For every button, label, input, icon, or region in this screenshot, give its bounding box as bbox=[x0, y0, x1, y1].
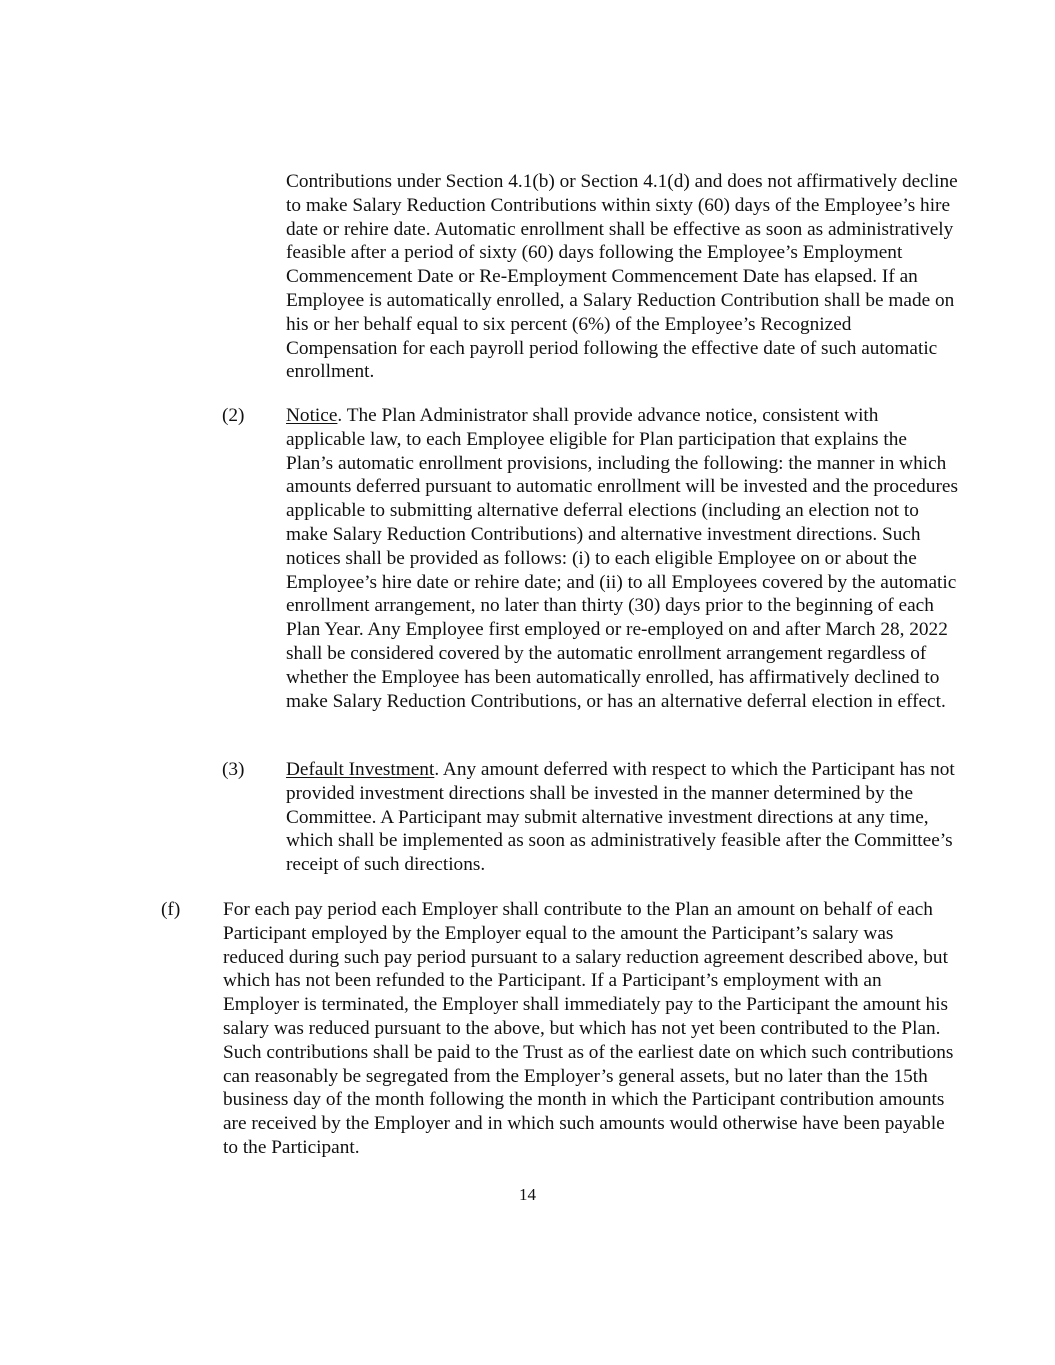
item-2-text: . The Plan Administrator shall provide advance notice, consistent with applicable law, to each Employee eligible for Plan participation that explains the Plan’s automatic enrollment provisions, including the following: the manner in which amounts deferred pursuant to automatic enrollment will be invested and the procedures applicable to submitting alternative deferral elections (including an election not to make Salary Reduction Contributions) and alternative investment directions. Such notices shall be provided as follows: (i) to each eligible Employee on or about the Employee’s hire date or rehire date; and (ii) to all Employees covered by the automatic enrollment arrangement, no later than thirty (30) days prior to the beginning of each Plan Year. Any Employee first employed or re-employed on and after March 28, 2022 shall be considered covered by the automatic enrollment arrangement regardless of whether the Employee has been automatically enrolled, has affirmatively declined to make Salary Reduction Contributions, or has an alternative deferral election in effect. bbox=[286, 405, 958, 712]
intro-paragraph: Contributions under Section 4.1(b) or Section 4.1(d) and does not affirmatively decline to make Salary Reduction Contributions within sixty (60) days of the Employee’s hire date or rehire date. Automatic enrollment shall be effective as soon as administratively feasible after a period of sixty (60) days following the Employee’s Employment Commencement Date or Re-Employment Commencement Date has elapsed. If an Employee is automatically enrolled, a Salary Reduction Contribution shall be made on his or her behalf equal to six percent (6%) of the Employee’s Recognized Compensation for each payroll period following the effective date of such automatic enrollment. bbox=[286, 171, 958, 383]
item-2-heading: Notice bbox=[286, 405, 338, 426]
page-number: 14 bbox=[519, 1185, 536, 1204]
item-2-paragraph bbox=[286, 404, 958, 713]
item-3-heading: Default Investment bbox=[286, 759, 435, 780]
item-3-paragraph bbox=[286, 758, 958, 877]
item-2-label: (2) bbox=[222, 405, 245, 426]
item-3-label: (3) bbox=[222, 759, 245, 780]
item-f-label: (f) bbox=[161, 899, 181, 920]
item-f-paragraph: For each pay period each Employer shall contribute to the Plan an amount on behalf of each Participant employed by the Employer equal to the amount the Participant’s salary was reduced during such pay period pursuant to a salary reduction agreement described above, but which has not been refunded to the Participant. If a Participant’s employment with an Employer is terminated, the Employer shall immediately pay to the Participant the amount his salary was reduced pursuant to the above, but which has not yet been contributed to the Plan. Such contributions shall be paid to the Trust as of the earliest date on which such contributions can reasonably be segregated from the Employer’s general assets, but no later than the 15th business day of the month following the month in which the Participant contribution amounts are received by the Employer and in which such amounts would otherwise have been payable to the Participant. bbox=[223, 899, 954, 1158]
item-3-text: . Any amount deferred with respect to which the Participant has not provided investment directions shall be invested in the manner determined by the Committee. A Participant may submit alternative investment directions at any time, which shall be implemented as soon as administratively feasible after the Committee’s receipt of such directions. bbox=[286, 759, 955, 876]
